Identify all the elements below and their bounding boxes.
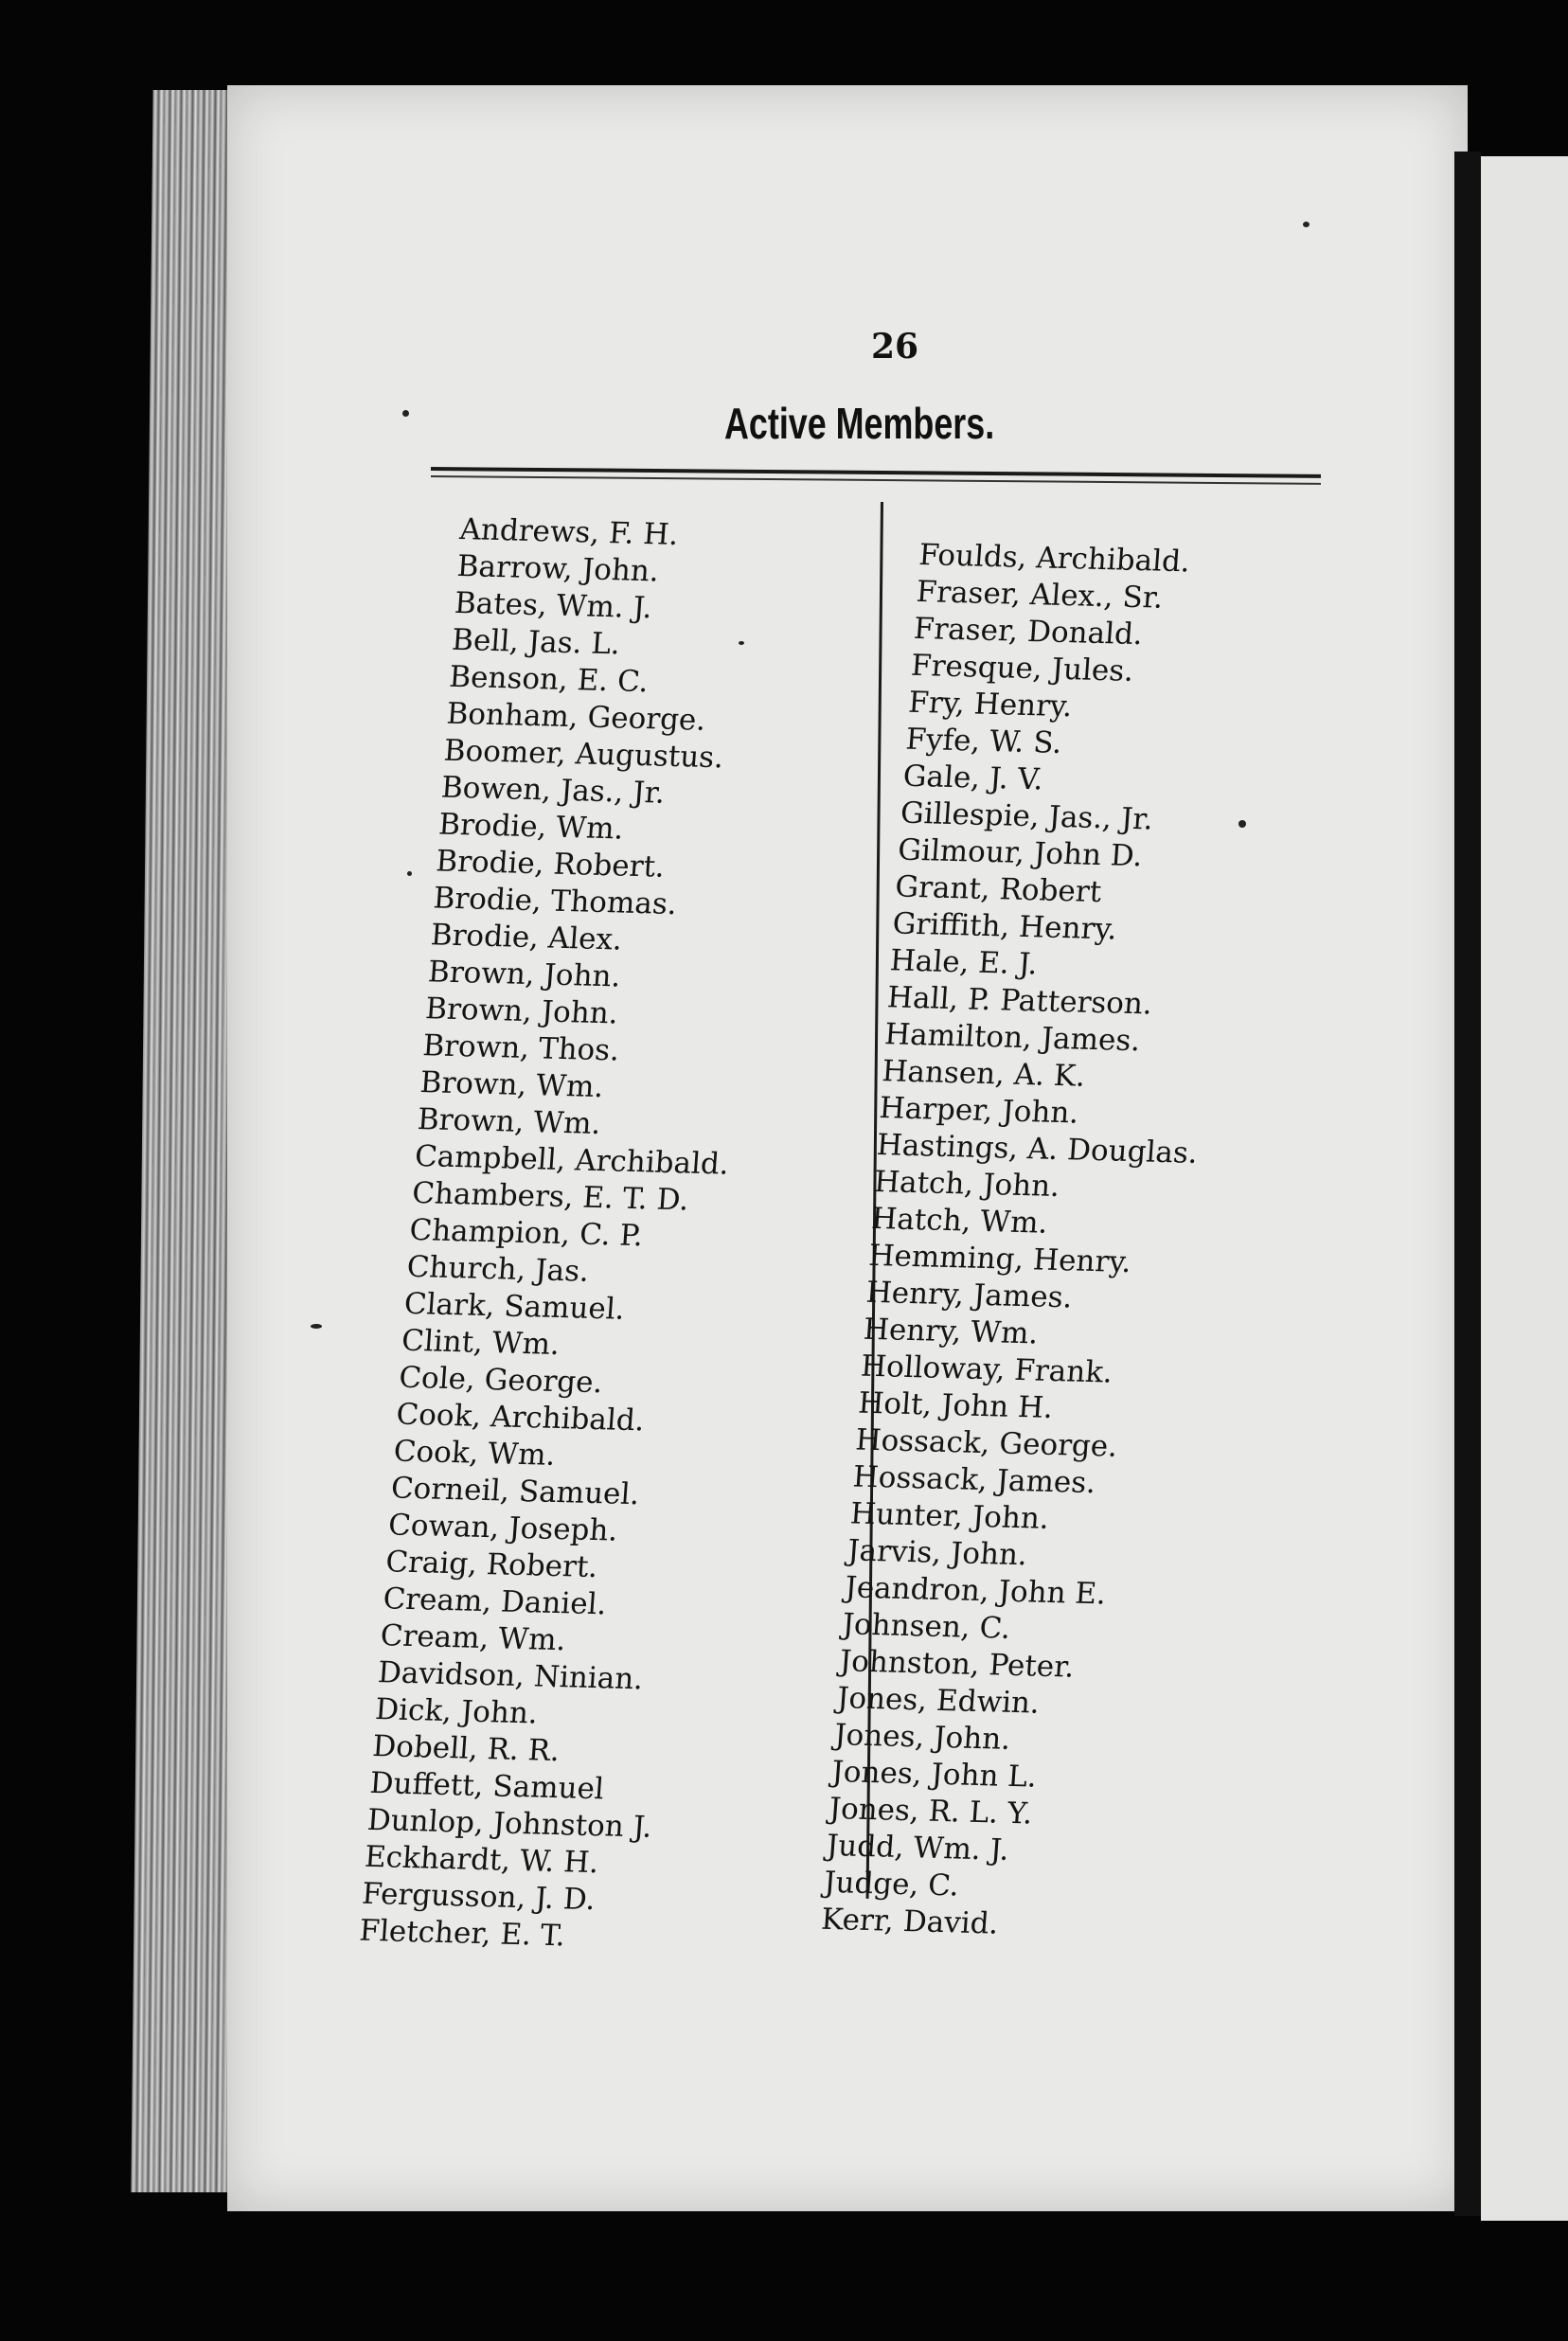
- member-name: Cole, George.: [398, 1360, 604, 1401]
- member-name: Fry, Henry.: [907, 685, 1074, 724]
- member-name: Brown, Thos.: [421, 1028, 621, 1068]
- adjacent-page-edge: [1481, 156, 1568, 2221]
- member-name: Benson, E. C.: [448, 659, 650, 700]
- member-name: Barrow, John.: [455, 548, 661, 589]
- member-name: Jarvis, John.: [846, 1533, 1029, 1573]
- member-name: Dick, John.: [374, 1692, 540, 1731]
- member-name: Eckhardt, W. H.: [363, 1839, 600, 1881]
- member-name: Fletcher, E. T.: [358, 1913, 567, 1954]
- member-name: Holloway, Frank.: [859, 1349, 1114, 1390]
- member-name: Judge, C.: [822, 1865, 961, 1903]
- member-name: Brown, John.: [426, 955, 622, 994]
- member-name: Cook, Wm.: [392, 1434, 557, 1473]
- member-name: Brodie, Wm.: [437, 807, 625, 847]
- member-name: Holt, John H.: [857, 1385, 1055, 1425]
- member-name: Hossack, George.: [854, 1422, 1119, 1464]
- member-name: Champion, C. P.: [408, 1212, 645, 1254]
- member-name: Bowen, Jas., Jr.: [439, 770, 667, 811]
- member-name: Fraser, Alex., Sr.: [915, 574, 1165, 616]
- book-gutter: [1454, 152, 1481, 2216]
- member-name: Hossack, James.: [851, 1459, 1097, 1501]
- member-name: Fyfe, W. S.: [904, 722, 1063, 760]
- member-name: Brodie, Robert.: [435, 844, 667, 885]
- member-name: Chambers, E. T. D.: [411, 1175, 690, 1218]
- member-name: Cook, Archibald.: [395, 1397, 646, 1439]
- member-name: Brown, Wm.: [419, 1065, 605, 1105]
- print-speck: [402, 410, 409, 417]
- member-name: Hatch, Wm.: [870, 1201, 1049, 1241]
- member-name: Hunter, John.: [848, 1496, 1051, 1536]
- member-name: Harper, John.: [878, 1091, 1080, 1131]
- member-name: Johnsen, C.: [841, 1607, 1012, 1646]
- member-name: Johnston, Peter.: [838, 1644, 1076, 1685]
- print-speck: [311, 1324, 322, 1329]
- member-name: Gale, J. V.: [901, 759, 1044, 797]
- member-name: Andrews, F. H.: [458, 511, 680, 552]
- print-speck: [1238, 820, 1246, 828]
- member-name: Hale, E. J.: [888, 943, 1039, 982]
- member-name: Fresque, Jules.: [909, 648, 1135, 688]
- member-name: Cream, Wm.: [379, 1618, 567, 1658]
- member-name: Henry, Wm.: [862, 1312, 1040, 1351]
- member-name: Bell, Jas. L.: [450, 622, 622, 662]
- member-name: Jeandron, John E.: [844, 1570, 1108, 1612]
- member-name: Duffett, Samuel: [368, 1765, 606, 1807]
- member-name: Grant, Robert: [894, 869, 1103, 910]
- member-name: Hastings, A. Douglas.: [875, 1128, 1199, 1170]
- member-name: Jones, R. L. Y.: [828, 1791, 1034, 1832]
- member-name: Boomer, Augustus.: [442, 733, 725, 776]
- member-name: Campbell, Archibald.: [413, 1138, 730, 1182]
- member-name: Fergusson, J. D.: [361, 1876, 597, 1918]
- member-name: Brown, Wm.: [416, 1102, 602, 1142]
- member-name: Hansen, A. K.: [881, 1054, 1087, 1094]
- member-name: Gillespie, Jas., Jr.: [899, 795, 1154, 837]
- member-name: Corneil, Samuel.: [389, 1471, 641, 1512]
- member-name: Jones, John L.: [830, 1755, 1039, 1795]
- member-name: Craig, Robert.: [384, 1545, 599, 1585]
- member-name: Brodie, Alex.: [429, 918, 624, 957]
- member-name: Hemming, Henry.: [867, 1238, 1132, 1280]
- member-name: Foulds, Archibald.: [918, 537, 1192, 580]
- print-speck: [1303, 222, 1310, 227]
- member-name: Davidson, Ninian.: [376, 1655, 645, 1697]
- member-name: Dobell, R. R.: [371, 1729, 561, 1769]
- page-number: 26: [871, 327, 919, 366]
- member-name: Fraser, Donald.: [912, 611, 1145, 652]
- section-heading: Active Members.: [724, 399, 995, 448]
- member-name: Bates, Wm. J.: [453, 585, 653, 626]
- member-name: Judd, Wm. J.: [825, 1828, 1010, 1867]
- member-name: Cream, Daniel.: [382, 1582, 608, 1622]
- member-name: Brown, John.: [424, 992, 619, 1031]
- member-name: Hall, P. Patterson.: [885, 980, 1154, 1022]
- member-name: Clint, Wm.: [400, 1323, 561, 1362]
- print-speck: [739, 641, 744, 645]
- member-name: Gilmour, John D.: [897, 832, 1144, 874]
- member-name: Hatch, John.: [872, 1164, 1061, 1205]
- member-name: Jones, Edwin.: [835, 1681, 1042, 1721]
- member-name: Henry, James.: [864, 1275, 1074, 1315]
- member-name: Kerr, David.: [820, 1902, 1000, 1941]
- member-name: Griffith, Henry.: [891, 906, 1118, 947]
- member-name: Bonham, George.: [445, 696, 707, 738]
- member-name: Dunlop, Johnston J.: [365, 1802, 653, 1845]
- member-name: Hamilton, James.: [883, 1017, 1142, 1059]
- member-name: Jones, John.: [833, 1718, 1012, 1757]
- print-speck: [407, 871, 412, 876]
- member-name: Clark, Samuel.: [402, 1286, 626, 1327]
- member-name: Church, Jas.: [405, 1249, 591, 1289]
- member-name: Brodie, Thomas.: [432, 881, 678, 922]
- member-name: Cowan, Joseph.: [386, 1508, 619, 1548]
